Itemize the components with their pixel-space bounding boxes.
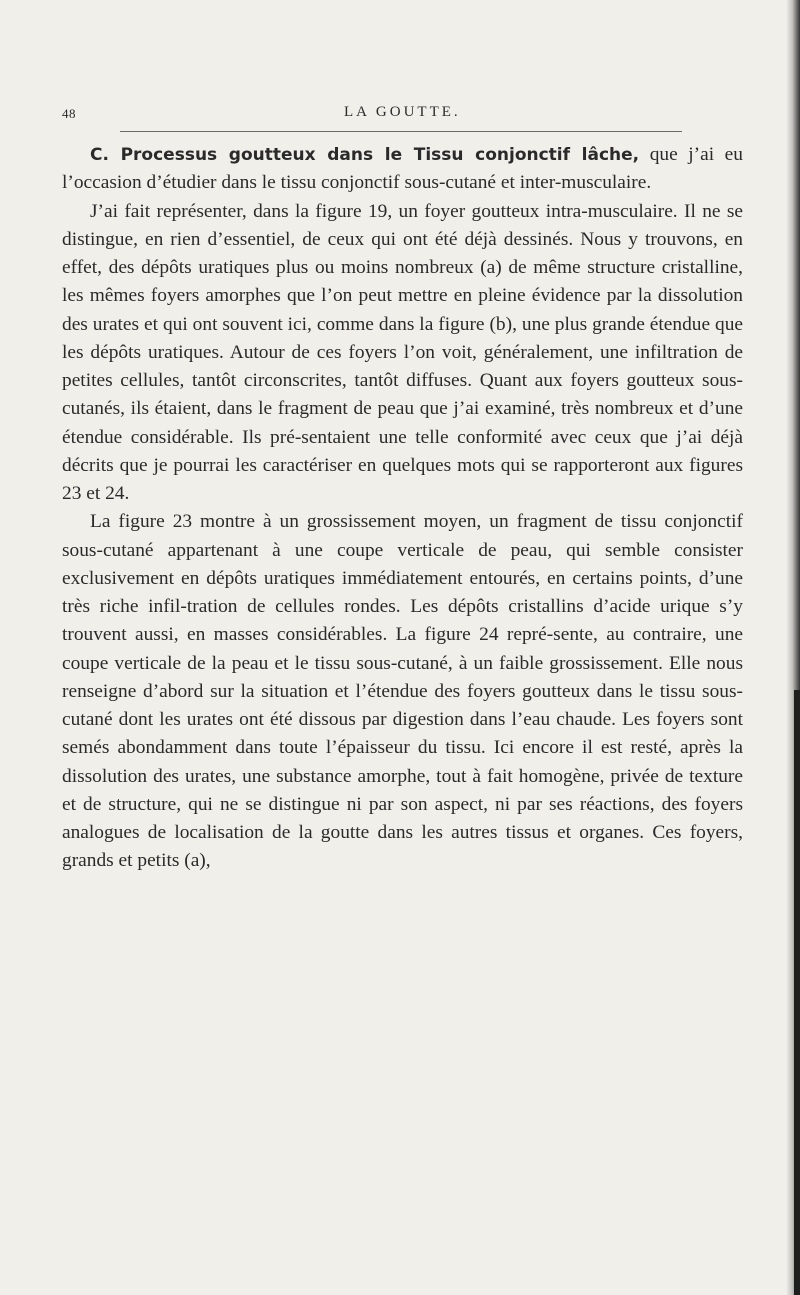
header-rule bbox=[120, 131, 682, 132]
page-binding-edge bbox=[794, 690, 800, 1295]
paragraph-1-text: que j’ai eu l’occasion d’étudier dans le tissu conjonctif sous-cutané et inter-musculaire. bbox=[62, 144, 743, 194]
paragraph-2: J’ai fait représenter, dans la figure 19, un foyer goutteux intra-musculaire. Il ne se distingue, en rien d’essentiel, de ceux qui ont été déjà dessinés. Nous y trouvons, en effet, des dépôts uratiques plus ou moins nombreux (a) de même structure cristalline, les mêmes foyers amorphes que l’on peut mettre en pleine évidence par la dissolution des urates et qui ont souvent ici, comme dans la figure (b), une plus grande étendue que les dépôts uratiques. Autour de ces foyers l’on voit, généralement, une infiltration de petites cellules, tantôt circonscrites, tantôt diffuses. Quant aux foyers goutteux sous-cutanés, ils étaient, dans le fragment de peau que j’ai examiné, très nombreux et d’une étendue considérable. Ils pré-sentaient une telle conformité avec ceux que j’ai déjà décrits que je pourrai les caractériser en quelques mots qui se rapporteront aux figures 23 et 24. bbox=[62, 200, 743, 504]
page-number: 48 bbox=[62, 106, 76, 121]
section-heading: C. Processus goutteux dans le Tissu conjonctif lâche, bbox=[90, 145, 640, 165]
running-head bbox=[62, 104, 742, 128]
paragraph-1 bbox=[62, 141, 743, 198]
paragraph-3: La figure 23 montre à un grossissement moyen, un fragment de tissu conjonctif sous-cutané appartenant à une coupe verticale de peau, qui semble consister exclusivement en dépôts uratiques immédiatement entourés, en certains points, d’une très riche infil-tration de cellules rondes. Les dépôts cristallins d’acide urique s’y trouvent aussi, en masses considérables. La figure 24 repré-sente, au contraire, une coupe verticale de la peau et le tissu sous-cutané, à un faible grossissement. Elle nous renseigne d’abord sur la situation et l’étendue des foyers goutteux dans le tissu sous-cutané dont les urates ont été dissous par digestion dans l’eau chaude. Les foyers sont semés abondamment dans toute l’épaisseur du tissu. Ici encore il est resté, après la dissolution des urates, une substance amorphe, tout à fait homogène, privée de texture et de structure, qui ne se distingue ni par son aspect, ni par ses réactions, des foyers analogues de localisation de la goutte dans les autres tissus et organes. Ces foyers, grands et petits (a), bbox=[62, 511, 743, 872]
running-title: LA GOUTTE. bbox=[344, 104, 461, 120]
body-text bbox=[62, 141, 743, 876]
